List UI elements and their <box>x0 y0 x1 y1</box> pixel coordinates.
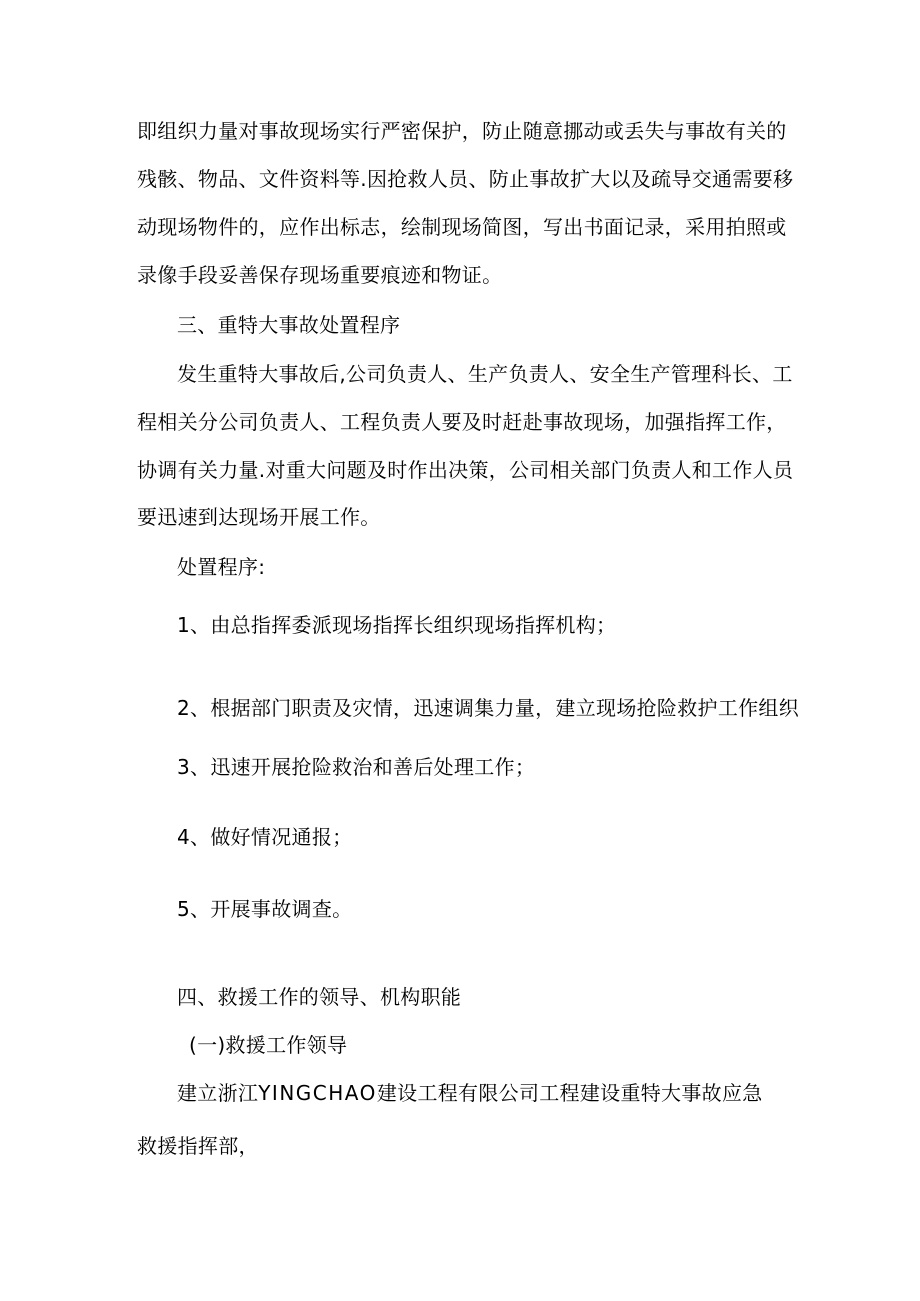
procedure-step-1: 1、由总指挥委派现场指挥长组织现场指挥机构； <box>177 613 617 637</box>
paragraph-3-prefix: 建立浙江 <box>177 1081 259 1105</box>
paragraph-1-line-3: 动现场物件的，应作出标志，绘制现场简图，写出书面记录，采用拍照或 <box>137 215 787 239</box>
procedure-step-2: 2、根据部门职责及灾情，迅速调集力量，建立现场抢险救护工作组织 <box>177 696 800 720</box>
paragraph-3-line-2: 救援指挥部， <box>137 1134 259 1158</box>
paragraph-2-line-1: 发生重特大事故后,公司负责人、生产负责人、安全生产管理科长、工 <box>177 362 793 386</box>
paragraph-1-line-4: 录像手段妥善保存现场重要痕迹和物证。 <box>137 263 503 287</box>
paragraph-2-line-2: 程相关分公司负责人、工程负责人要及时赶赴事故现场，加强指挥工作， <box>137 410 787 434</box>
paragraph-1-line-2: 残骸、物品、文件资料等.因抢救人员、防止事故扩大以及疏导交通需要移 <box>137 167 794 191</box>
section-4-subheading-1: (一)救援工作领导 <box>189 1033 348 1057</box>
paragraph-2-line-3: 协调有关力量.对重大问题及时作出决策，公司相关部门负责人和工作人员 <box>137 458 794 482</box>
section-4-heading: 四、救援工作的领导、机构职能 <box>177 985 462 1009</box>
procedure-step-3: 3、迅速开展抢险救治和善后处理工作； <box>177 755 536 779</box>
procedure-step-4: 4、做好情况通报； <box>177 825 353 849</box>
paragraph-3-line-1 <box>177 1079 763 1107</box>
company-latin-name: YINGCHAO <box>258 1081 377 1105</box>
section-3-heading: 三、重特大事故处置程序 <box>177 313 401 337</box>
paragraph-1-line-1: 即组织力量对事故现场实行严密保护，防止随意挪动或丢失与事故有关的 <box>137 119 787 143</box>
procedure-step-5: 5、开展事故调查。 <box>177 897 353 921</box>
paragraph-2-line-4: 要迅速到达现场开展工作。 <box>137 505 381 529</box>
procedure-label: 处置程序: <box>177 555 266 579</box>
paragraph-3-suffix: 建设工程有限公司工程建设重特大事故应急 <box>376 1081 763 1105</box>
